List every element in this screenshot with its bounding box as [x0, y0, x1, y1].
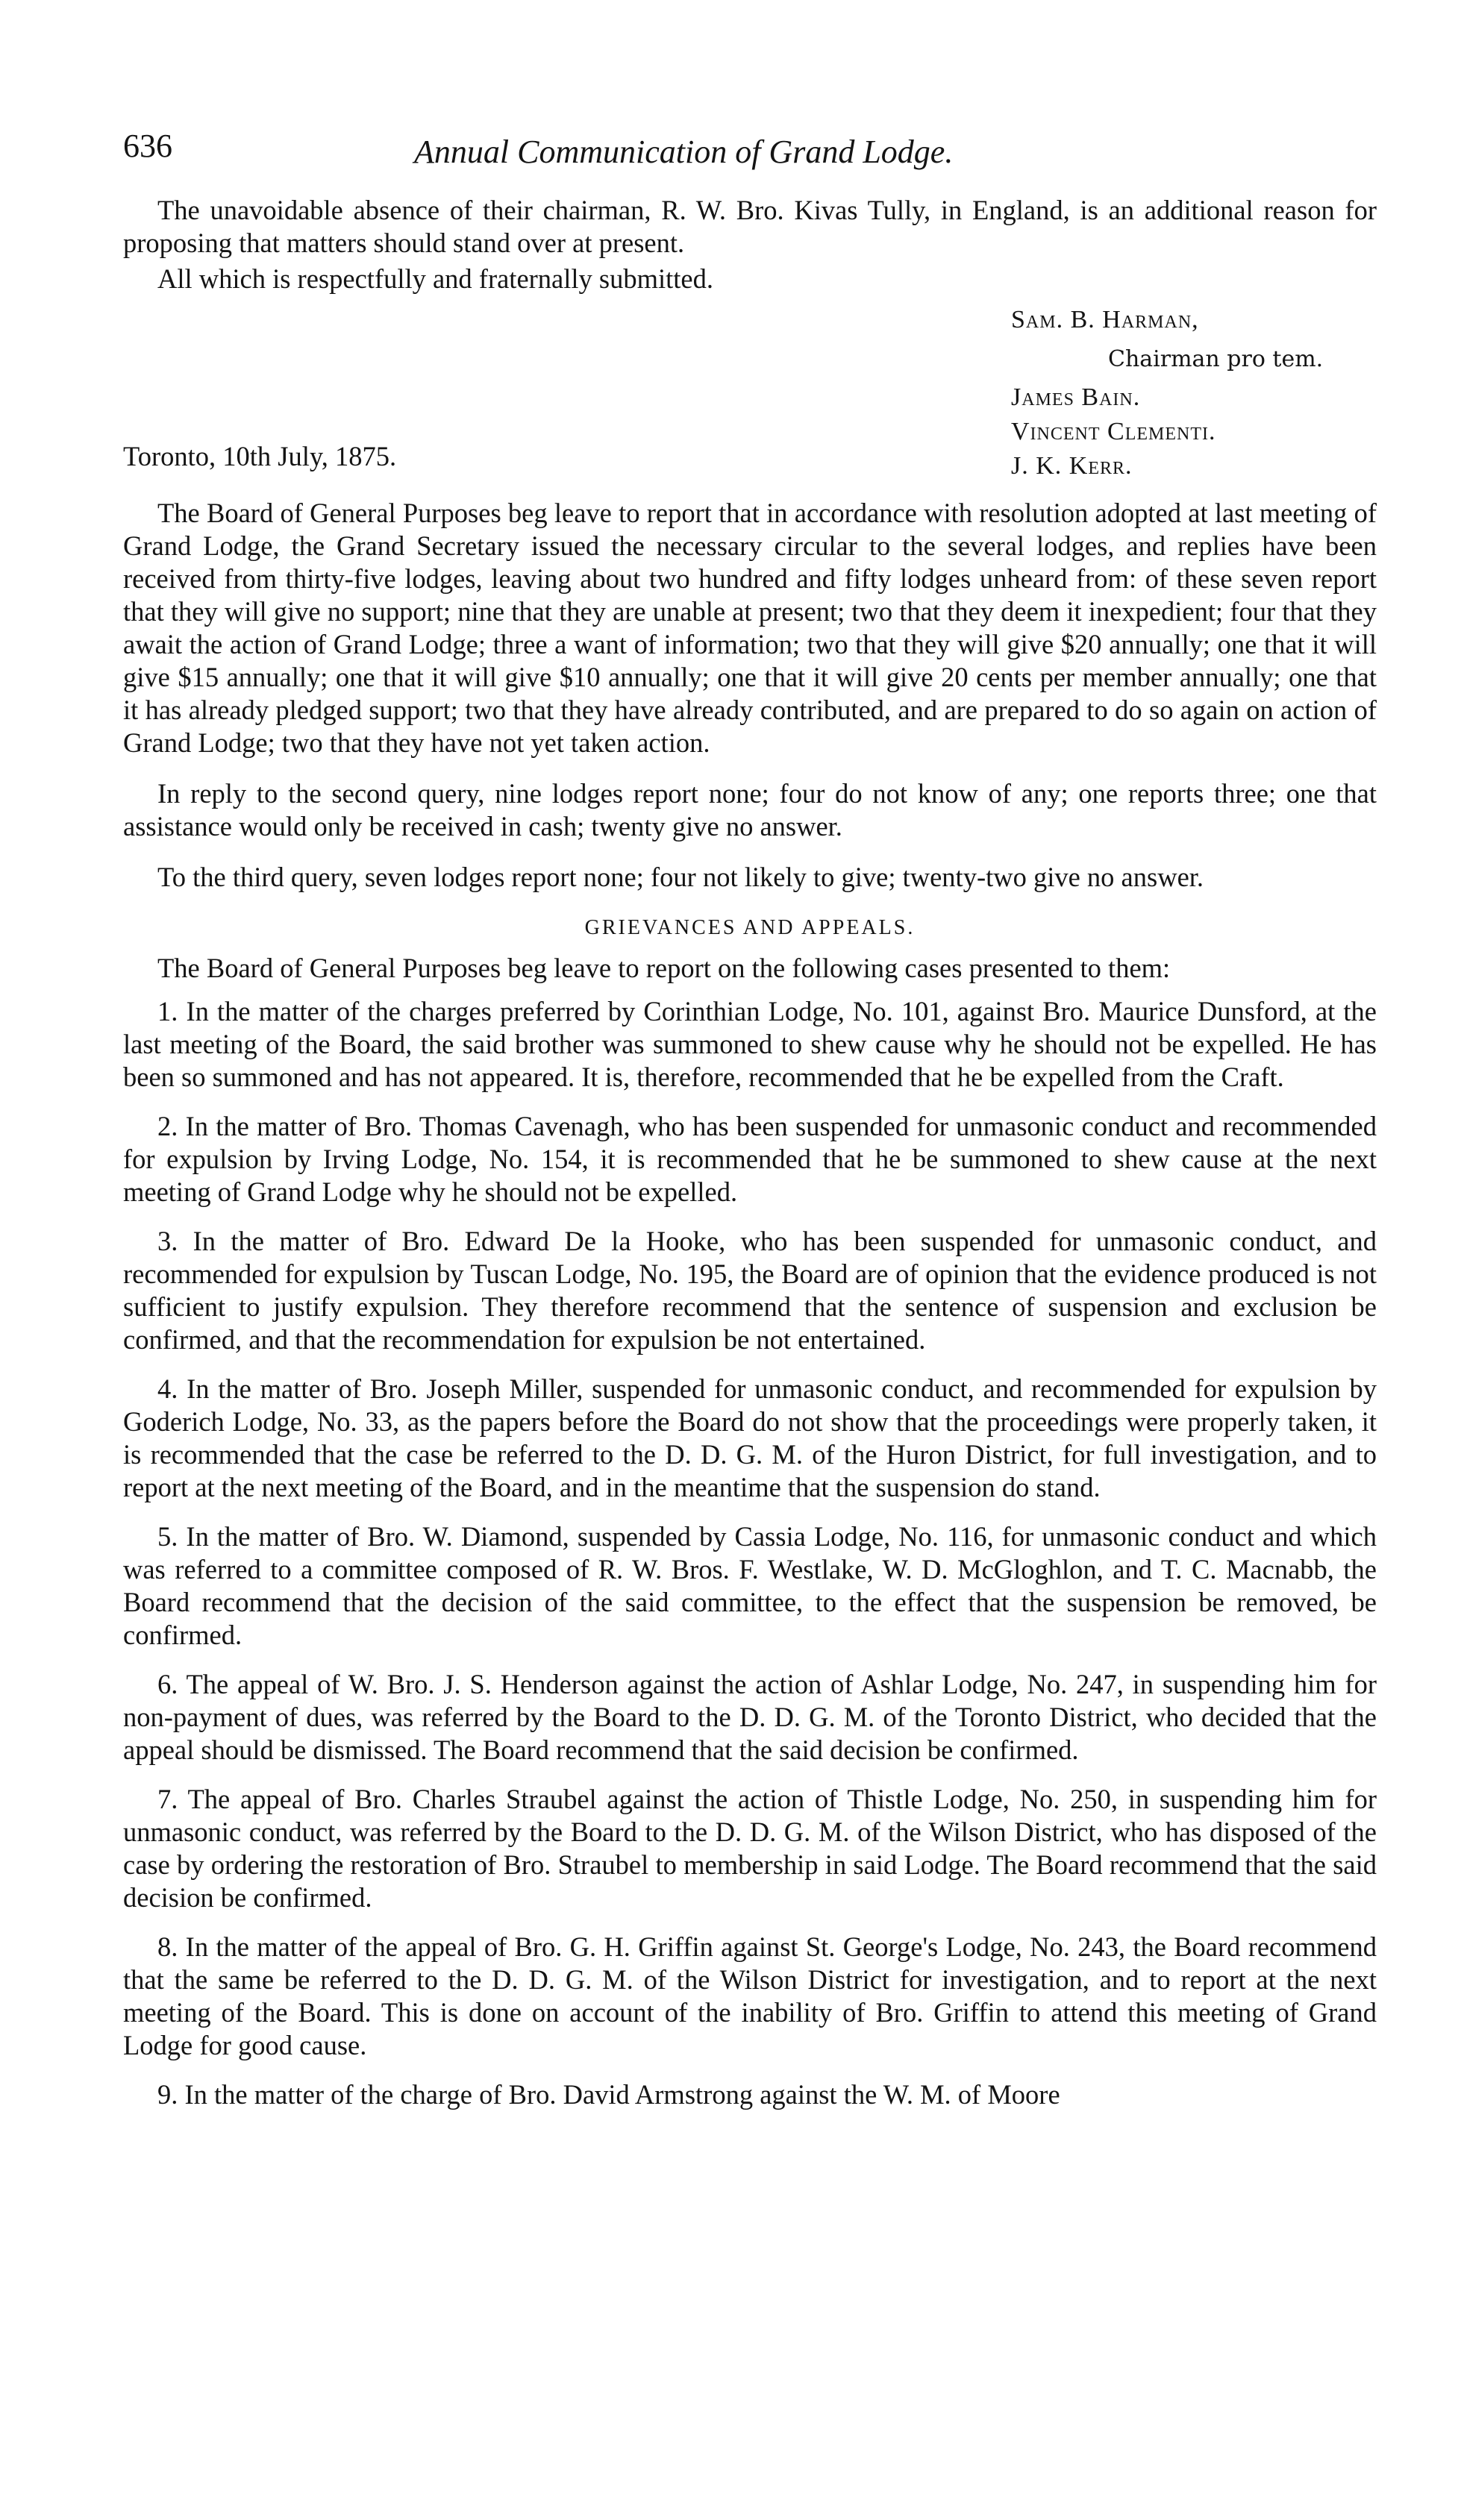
case-item-8: 8. In the matter of the appeal of Bro. G. H. Griffin against St. George's Lodge, No. 243, the Board recommend that the same be referred to the D. D. G. M. of the Wilson District for investigation, and to report at the next meeting of the Board. This is done on account of the inability of Bro. Griffin to attend this meeting of Grand Lodge for good cause. [123, 1931, 1377, 2060]
signature-chairman: Sam. B. Harman, [1011, 306, 1199, 333]
case-item-2: 2. In the matter of Bro. Thomas Cavenagh, who has been suspended for unmasonic conduct and recommended for expulsion by Irving Lodge, No. 154, it is recommended that he be summoned to shew cause at the next meeting of Grand Lodge why he should not be expelled. [123, 1111, 1377, 1207]
case-item-6: 6. The appeal of W. Bro. J. S. Henderson against the action of Ashlar Lodge, No. 247, in suspending him for non-payment of dues, was referred by the Board to the D. D. G. M. of the Toronto District, who decided that the appeal should be dismissed. The Board recommend that the said decision be confirmed. [123, 1669, 1377, 1765]
document-page [123, 127, 1377, 2499]
signature-block [123, 306, 1377, 492]
case-item-5: 5. In the matter of Bro. W. Diamond, suspended by Cassia Lodge, No. 116, for unmasonic conduct and which was referred to a committee composed of R. W. Bros. F. Westlake, W. D. McGloghlon, and T. C. Macnabb, the Board recommend that the decision of the said committee, to the effect that the suspension be removed, be confirmed. [123, 1521, 1377, 1650]
signature-member-2: Vincent Clementi. [1011, 418, 1216, 445]
running-header [123, 127, 1377, 194]
case-item-9: 9. In the matter of the charge of Bro. David Armstrong against the W. M. of Moore [157, 2079, 1060, 2110]
section-intro: The Board of General Purposes beg leave to report on the following cases presented to them: [157, 953, 1171, 983]
intro-paragraph: The unavoidable absence of their chairman, R. W. Bro. Kivas Tully, in England, is an additional reason for proposing that matters should stand over at present. [123, 195, 1377, 258]
report-paragraph-1: The Board of General Purposes beg leave to report that in accordance with resolution adopted at last meeting of Grand Lodge, the Grand Secretary issued the necessary circular to the several lodges, and replies have been received from thirty-five lodges, leaving about two hundred and fifty lodges unheard from: of these seven report that they will give no support; nine that they are unable at present; two that they deem it inexpedient; four that they await the action of Grand Lodge; three a want of information; two that they will give $20 annually; one that it will give $15 annually; one that it will give $10 annually; one that it will give 20 cents per member annually; one that it has already pledged support; two that they have already contributed, and are prepared to do so again on action of Grand Lodge; two that they have not yet taken action. [123, 498, 1377, 758]
closing-line: All which is respectfully and fraternally submitted. [157, 263, 714, 294]
case-item-3: 3. In the matter of Bro. Edward De la Hooke, who has been suspended for unmasonic conduct, and recommended for expulsion by Tuscan Lodge, No. 195, the Board are of opinion that the evidence produced is not sufficient to justify expulsion. They therefore recommend that the sentence of suspension and exclusion be confirmed, and that the recommendation for expulsion be not entertained. [123, 1226, 1377, 1355]
signature-member-1: James Bain. [1011, 383, 1141, 411]
report-paragraph-2: In reply to the second query, nine lodges report none; four do not know of any; one reports three; one that assistance would only be received in cash; twenty give no answer. [123, 778, 1377, 841]
case-item-7: 7. The appeal of Bro. Charles Straubel against the action of Thistle Lodge, No. 250, in suspending him for unmasonic conduct, was referred by the Board to the D. D. G. M. of the Wilson District, who has disposed of the case by ordering the restoration of Bro. Straubel to membership in said Lodge. The Board recommend that the said decision be confirmed. [123, 1784, 1377, 1913]
signature-chairman-title: Chairman pro tem. [1108, 346, 1324, 372]
section-heading: GRIEVANCES AND APPEALS. [584, 916, 916, 939]
case-item-1: 1. In the matter of the charges preferred by Corinthian Lodge, No. 101, against Bro. Maurice Dunsford, at the last meeting of the Board, the said brother was summoned to shew cause why he should not be expelled. He has been so summoned and has not appeared. It is, therefore, recommended that he be expelled from the Craft. [123, 996, 1377, 1092]
signature-member-3: J. K. Kerr. [1011, 452, 1133, 480]
running-title: Annual Communication of Grand Lodge. [414, 134, 954, 170]
dateline: Toronto, 10th July, 1875. [123, 441, 397, 471]
case-item-4: 4. In the matter of Bro. Joseph Miller, suspended for unmasonic conduct, and recommended for expulsion by Goderich Lodge, No. 33, as the papers before the Board do not show that the proceedings were properly taken, it is recommended that the case be referred to the D. D. G. M. of the Huron District, for full investigation, and to report at the next meeting of the Board, and in the meantime that the suspension do stand. [123, 1373, 1377, 1502]
report-paragraph-3: To the third query, seven lodges report none; four not likely to give; twenty-two give no answer. [157, 862, 1204, 892]
page-number: 636 [123, 128, 172, 164]
